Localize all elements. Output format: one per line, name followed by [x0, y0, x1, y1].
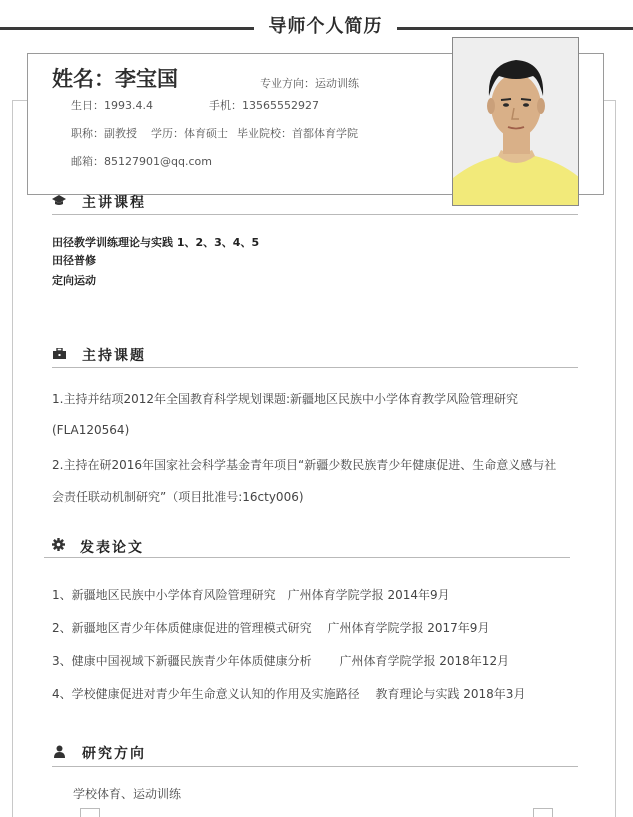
page-corner-right	[533, 808, 553, 817]
research-text: 学校体育、运动训练	[73, 787, 182, 801]
portrait-photo	[452, 37, 579, 206]
graduation-cap-icon	[52, 195, 66, 207]
user-icon	[54, 745, 65, 758]
profile-major: 专业方向：运动训练	[260, 77, 359, 90]
page-title: 导师个人简历	[268, 16, 383, 37]
project-line: 2.主持在研2016年国家社会科学基金青年项目“新疆少数民族青少年健康促进、生命意义感与社	[52, 458, 557, 472]
profile-school: 毕业院校：首都体育学院	[237, 127, 358, 140]
profile-title: 职称：副教授	[71, 127, 137, 140]
profile-birth: 生日：1993.4.4	[71, 99, 153, 112]
profile-name: 姓名：李宝国	[52, 67, 178, 91]
paper-item: 2、新疆地区青少年体质健康促进的管理模式研究 广州体育学院学报 2017年9月	[52, 621, 490, 635]
project-line: 1.主持并结项2012年全国教育科学规划课题:新疆地区民族中小学体育教学风险管理研究	[52, 392, 519, 406]
course-item: 田径普修	[52, 254, 96, 267]
gear-icon	[52, 538, 65, 551]
paper-item: 4、学校健康促进对青少年生命意义认知的作用及实施路径 教育理论与实践 2018年3月	[52, 687, 526, 701]
paper-item: 1、新疆地区民族中小学体育风险管理研究 广州体育学院学报 2014年9月	[52, 588, 450, 602]
section-rule-research	[52, 766, 578, 767]
section-title-courses: 主讲课程	[82, 195, 146, 211]
profile-degree: 学历：体育硕士	[151, 127, 228, 140]
paper-item: 3、健康中国视域下新疆民族青少年体质健康分析 广州体育学院学报 2018年12月	[52, 654, 510, 668]
briefcase-icon	[53, 348, 66, 359]
section-rule-courses	[52, 214, 578, 215]
section-rule-projects	[52, 367, 578, 368]
section-title-projects: 主持课题	[82, 348, 146, 364]
course-item: 田径教学训练理论与实践 1、2、3、4、5	[52, 236, 260, 249]
section-title-research: 研究方向	[82, 746, 146, 762]
project-line: 会责任联动机制研究”（项目批准号:16cty006)	[52, 490, 304, 504]
title-divider-right	[397, 27, 633, 30]
section-rule-papers	[44, 557, 570, 558]
section-title-papers: 发表论文	[80, 540, 144, 556]
profile-email: 邮箱：85127901@qq.com	[71, 155, 212, 168]
course-item: 定向运动	[52, 274, 96, 287]
project-line: (FLA120564)	[52, 423, 130, 437]
profile-phone: 手机：13565552927	[209, 99, 319, 112]
title-divider-left	[0, 27, 254, 30]
page-corner-left	[80, 808, 100, 817]
